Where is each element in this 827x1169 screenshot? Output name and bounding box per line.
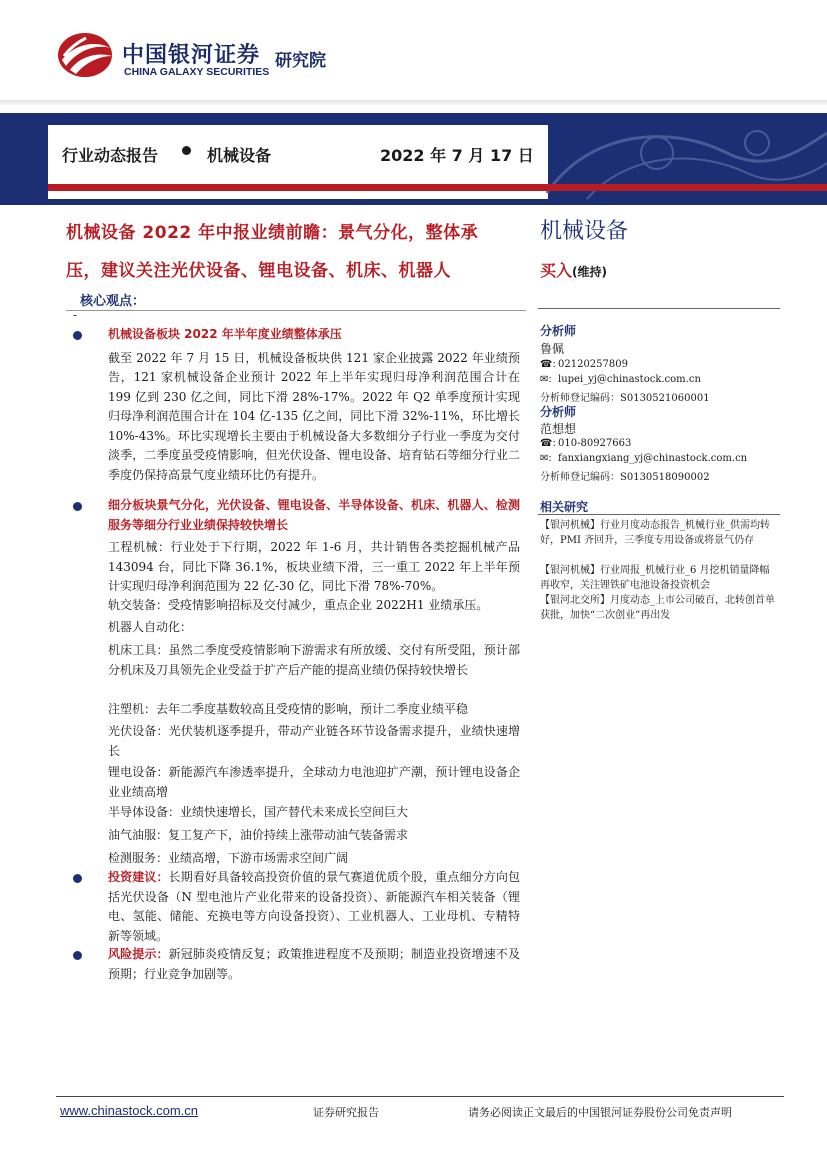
sidebar-sector: 机械设备 xyxy=(540,219,629,244)
bullet-icon xyxy=(73,502,82,511)
brand-name-en: CHINA GALAXY SECURITIES xyxy=(124,66,270,78)
bullet-icon xyxy=(73,874,82,883)
analyst-1-title: 分析师 xyxy=(540,324,577,338)
analyst-1-email-value[interactable]: lupei_yj@chinastock.com.cn xyxy=(558,374,701,385)
galaxy-logo-icon xyxy=(56,30,114,80)
para-machine-tools: 机床工具：虽然二季度受疫情影响下游需求有所放缓、交付有所受阻，预计部分机床及刀具领先企业受益于扩产后产能的提高业绩仍保持较快增长 xyxy=(108,643,520,677)
bullet-icon xyxy=(73,331,82,340)
analyst-2-email-value[interactable]: fanxiangxiang_yj@chinastock.com.cn xyxy=(558,453,748,464)
section-1 xyxy=(108,325,520,485)
brand-name-cn: 中国银河证券 xyxy=(122,43,261,68)
footer-disclaimer: 请务必阅读正文最后的中国银河证券股份公司免责声明 xyxy=(468,1106,732,1119)
section-3-label: 投资建议： xyxy=(108,870,169,884)
analyst-2-name: 范想想 xyxy=(540,422,577,436)
section-3-body: 长期看好具备较高投资价值的景气赛道优质个股，重点细分方向包括光伏设备（N 型电池片产业化带来的设备投资）、新能源汽车相关装备（锂电、氢能、储能、充换电等方向设备投资）、工业机器人、工业母机、专精特新等领域。 xyxy=(108,870,520,943)
banner-red-bar xyxy=(48,184,827,191)
related-item-2[interactable]: 【银河机械】行业周报_机械行业_6 月挖机销量降幅再收窄，关注锂铁矿电池设备投资机会 xyxy=(540,565,770,591)
analyst-1-name: 鲁佩 xyxy=(540,342,565,356)
core-view-label: 核心观点： xyxy=(80,294,146,309)
banner-dot-icon xyxy=(182,146,191,155)
bullet-icon xyxy=(73,951,82,960)
analyst-2-phone xyxy=(540,438,631,449)
email-icon: ✉: xyxy=(540,453,552,464)
footer-label: 证券研究报告 xyxy=(313,1106,379,1119)
sidebar-divider xyxy=(538,308,780,309)
related-title: 相关研究 xyxy=(540,500,589,514)
para-testing: 检测服务：业绩高增，下游市场需求空间广阔 xyxy=(108,851,349,865)
report-date: 2022 年 7 月 17 日 xyxy=(380,146,534,165)
core-dash: - xyxy=(73,308,78,322)
related-divider xyxy=(538,514,780,515)
section-2 xyxy=(108,496,520,535)
section-1-body: 截至 2022 年 7 月 15 日，机械设备板块供 121 家企业披露 2022 年业绩预告，121 家机械设备企业预计 2022 年上半年实现归母净利润范围合计在 199 亿到 230 亿之间，同比下滑 28%-17%。2022 年 Q2 单季度预计实现归母净利润范围合计在 104 亿-135 亿之间，同比下滑 32%-11%，环比增长 10%-43%。环比实现增长主要由于机械设备大多数细分子行业一季度为交付淡季，二季度虽受疫情影响，但光伏设备、锂电设备、培育钻石等细分行业二季度仍保持高景气度业绩环比仍有提升。 xyxy=(108,350,520,482)
para-construction-machinery: 工程机械：行业处于下行期，2022 年 1-6 月，共计销售各类挖掘机械产品 143094 台，同比下降 36.1%，板块业绩下滑，三一重工 2022 年上半年预计实现归母净利润范围为 22 亿-30 亿，同比下滑 78%-70%。 xyxy=(108,540,520,593)
analyst-1-phone-value: 02120257809 xyxy=(558,359,628,370)
section-4 xyxy=(108,945,520,984)
institute-label: 研究院 xyxy=(275,51,326,71)
section-4-body: 新冠肺炎疫情反复；政策推进程度不及预期；制造业投资增速不及预期；行业竞争加剧等。 xyxy=(108,947,520,981)
cloud-pattern-icon xyxy=(527,113,827,205)
rating-main: 买入 xyxy=(540,261,573,280)
banner-sector: 机械设备 xyxy=(207,146,272,165)
section-3 xyxy=(108,868,520,946)
footer-divider xyxy=(56,1096,784,1097)
related-item-3[interactable]: 【银河北交所】月度动态_上市公司破百，北转创首单获批，加快“二次创业”再出发 xyxy=(540,595,775,621)
para-lithium: 锂电设备：新能源汽车渗透率提升，全球动力电池迎扩产潮，预计锂电设备企业业绩高增 xyxy=(108,765,520,799)
section-2-heading: 细分板块景气分化，光伏设备、锂电设备、半导体设备、机床、机器人、检测服务等细分行业业绩保持较快增长 xyxy=(108,498,520,532)
para-rail: 轨交装备：受疫情影响招标及交付减少，重点企业 2022H1 业绩承压。 xyxy=(108,598,489,612)
para-injection: 注塑机：去年二季度基数较高且受疫情的影响，预计二季度业绩平稳 xyxy=(108,702,469,716)
para-pv: 光伏设备：光伏装机逐季提升，带动产业链各环节设备需求提升，业绩快速增长 xyxy=(108,724,520,758)
analyst-2-reg: 分析师登记编码：S0130518090002 xyxy=(540,472,710,483)
analyst-2-title: 分析师 xyxy=(540,405,577,419)
analyst-1-email[interactable] xyxy=(540,374,701,385)
header-divider xyxy=(0,100,827,105)
report-type: 行业动态报告 xyxy=(62,146,159,165)
para-semiconductor: 半导体设备：业绩快速增长，国产替代未来成长空间巨大 xyxy=(108,805,409,819)
core-divider xyxy=(66,310,526,311)
section-4-label: 风险提示： xyxy=(108,947,169,961)
section-1-heading: 机械设备板块 2022 年半年度业绩整体承压 xyxy=(108,327,342,341)
analyst-1-phone xyxy=(540,359,628,370)
rating-sub: (维持) xyxy=(572,265,607,279)
report-title-line2: 压，建议关注光伏设备、锂电设备、机床、机器人 xyxy=(66,261,451,281)
report-title-line1: 机械设备 2022 年中报业绩前瞻：景气分化，整体承 xyxy=(66,223,479,243)
analyst-2-phone-value: 010-80927663 xyxy=(558,438,632,449)
phone-icon: ☎: xyxy=(540,438,556,449)
analyst-2-email[interactable] xyxy=(540,453,747,464)
footer-url-link[interactable]: www.chinastock.com.cn xyxy=(60,1103,198,1118)
email-icon: ✉: xyxy=(540,374,552,385)
para-oil-gas: 油气油服：复工复产下，油价持续上涨带动油气装备需求 xyxy=(108,828,409,842)
rating xyxy=(540,258,607,281)
phone-icon: ☎: xyxy=(540,359,556,370)
para-robot: 机器人自动化： xyxy=(108,620,193,634)
analyst-1-reg: 分析师登记编码：S0130521060001 xyxy=(540,393,710,404)
related-item-1[interactable]: 【银河机械】行业月度动态报告_机械行业_供需均转好，PMI 齐回升，三季度专用设备或将景气仍存 xyxy=(540,520,770,546)
